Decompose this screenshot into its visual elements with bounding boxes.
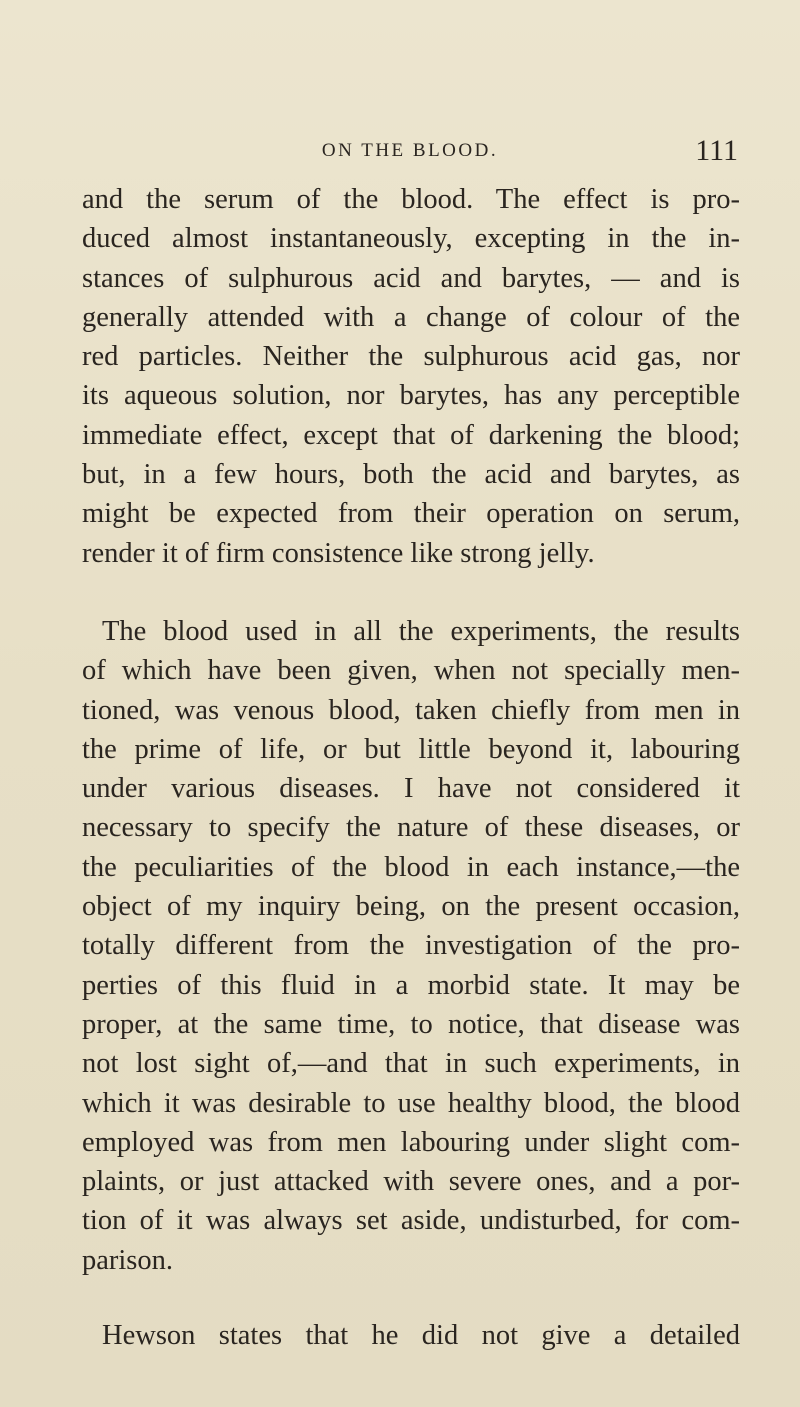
text-line: Hewson states that he did not give a detailed [102,1320,740,1352]
text-line: render it of firm consistence like strong jelly. [82,537,595,569]
text-line: red particles. Neither the sulphurous acid gas, nor [82,341,740,373]
text-line: parison. [82,1244,174,1276]
running-title: ON THE BLOOD. [321,140,499,161]
body-text [82,180,740,1355]
text-line: employed was from men labouring under slight com- [82,1126,740,1158]
text-line: The blood used in all the experiments, the results [102,615,740,647]
text-line: of which have been given, when not specially men- [82,655,740,687]
text-line: and the serum of the blood. The effect is pro- [82,184,740,215]
text-line: tioned, was venous blood, taken chiefly from men in [82,694,740,726]
text-line: duced almost instantaneously, excepting in the in- [82,223,740,255]
text-line: totally different from the investigation of the pro- [82,930,740,962]
text-line: plaints, or just attacked with severe ones, and a por- [82,1166,740,1198]
text-line: perties of this fluid in a morbid state. It may be [82,969,740,1001]
page-number: 111 [695,134,738,167]
text-line: not lost sight of,—and that in such experiments, in [82,1048,740,1080]
text-line: generally attended with a change of colour of the [82,301,740,333]
text-line: object of my inquiry being, on the present occasion, [82,891,740,923]
text-line: might be expected from their operation on serum, [82,498,740,530]
text-line: the prime of life, or but little beyond it, labouring [82,733,740,765]
running-head [80,134,740,168]
text-line: which it was desirable to use healthy blood, the blood [82,1087,740,1119]
paragraph-3 [82,1316,740,1355]
text-line: but, in a few hours, both the acid and barytes, as [82,459,740,491]
text-line: under various diseases. I have not considered it [82,773,740,805]
text-line: the peculiarities of the blood in each instance,—the [82,851,740,883]
text-line: stances of sulphurous acid and barytes, — and is [82,262,740,294]
text-line: tion of it was always set aside, undisturbed, for com- [82,1205,740,1237]
text-line: necessary to specify the nature of these diseases, or [82,812,740,844]
paragraph-2 [82,612,740,1280]
text-line: immediate effect, except that of darkening the blood; [82,419,740,451]
text-line: proper, at the same time, to notice, that disease was [82,1008,740,1040]
text-line: its aqueous solution, nor barytes, has any perceptible [82,380,740,412]
paragraph-1 [82,180,740,573]
